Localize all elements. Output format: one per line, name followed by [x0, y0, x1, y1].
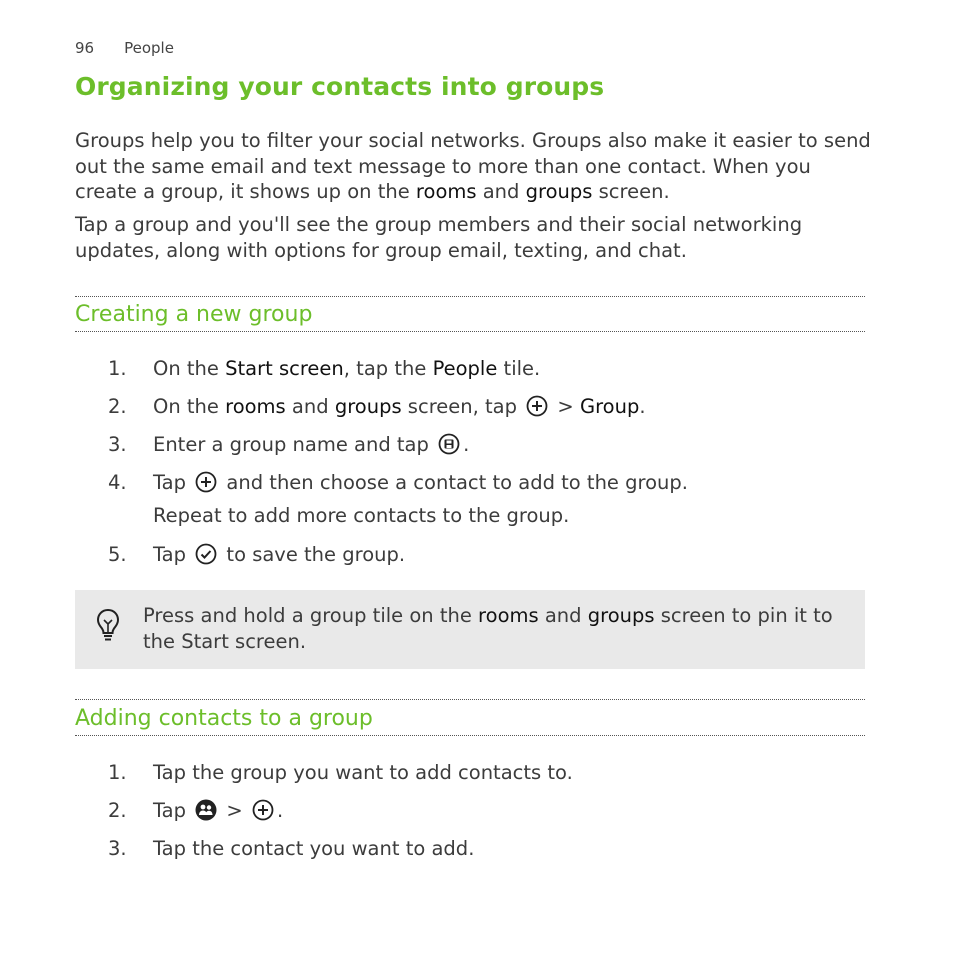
step-note-text: Repeat to add more contacts to the group. [153, 504, 570, 527]
step-number: 1. [108, 761, 127, 784]
intro-text: and [476, 180, 526, 203]
people-icon [195, 799, 217, 827]
page-header [75, 39, 174, 57]
step-number: 1. [108, 357, 127, 380]
section-divider [75, 331, 865, 332]
step-number: 2. [108, 395, 127, 418]
step-text: Tap the group you want to add contacts to. [153, 761, 573, 784]
step-number: 2. [108, 799, 127, 822]
people-term: People [432, 357, 498, 380]
step-text: Tap > . [153, 798, 283, 827]
page-number: 96 [75, 39, 95, 57]
rooms-term: rooms [415, 180, 477, 203]
group-term: Group [579, 395, 640, 418]
save-icon [438, 433, 460, 461]
page-title: Organizing your contacts into groups [75, 72, 605, 101]
step-text: On the Start screen, tap the People tile. [153, 357, 541, 380]
start-screen-term: Start screen [225, 357, 344, 380]
step-text: Tap and then choose a contact to add to the group. [153, 470, 688, 499]
step-number: 4. [108, 471, 127, 494]
add-icon [195, 471, 217, 499]
step-text: Tap the contact you want to add. [153, 837, 475, 860]
checkmark-icon [195, 543, 217, 571]
intro-paragraph-2: Tap a group and you'll see the group members and their social networking updates, along with options for group email, texting, and chat. [75, 213, 803, 262]
section-heading-creating: Creating a new group [75, 302, 313, 327]
step-text: On the rooms and groups screen, tap > Group. [153, 394, 646, 423]
intro-text: Groups help you to filter your social networks. Groups also make it easier to send out the same email and text message to more than one contact. When you create a group, it shows up on the [75, 129, 871, 203]
step-text: Tap to save the group. [153, 542, 405, 571]
step-text: Enter a group name and tap . [153, 432, 469, 461]
add-icon [526, 395, 548, 423]
rooms-term: rooms [225, 395, 286, 418]
lightbulb-icon [95, 608, 121, 648]
step-number: 3. [108, 433, 127, 456]
section-name: People [124, 39, 174, 57]
rooms-term: rooms [478, 604, 539, 627]
section-heading-adding: Adding contacts to a group [75, 706, 373, 731]
intro-paragraph [75, 128, 875, 205]
step-number: 5. [108, 543, 127, 566]
groups-term: groups [525, 180, 593, 203]
groups-term: groups [587, 604, 655, 627]
step-number: 3. [108, 837, 127, 860]
tip-text: Press and hold a group tile on the rooms and groups screen to pin it to the Start screen. [143, 604, 833, 653]
tip-box [75, 590, 865, 669]
intro-text: screen. [592, 180, 670, 203]
groups-term: groups [334, 395, 402, 418]
section-divider [75, 699, 865, 700]
section-divider [75, 296, 865, 297]
section-divider [75, 735, 865, 736]
add-icon [252, 799, 274, 827]
